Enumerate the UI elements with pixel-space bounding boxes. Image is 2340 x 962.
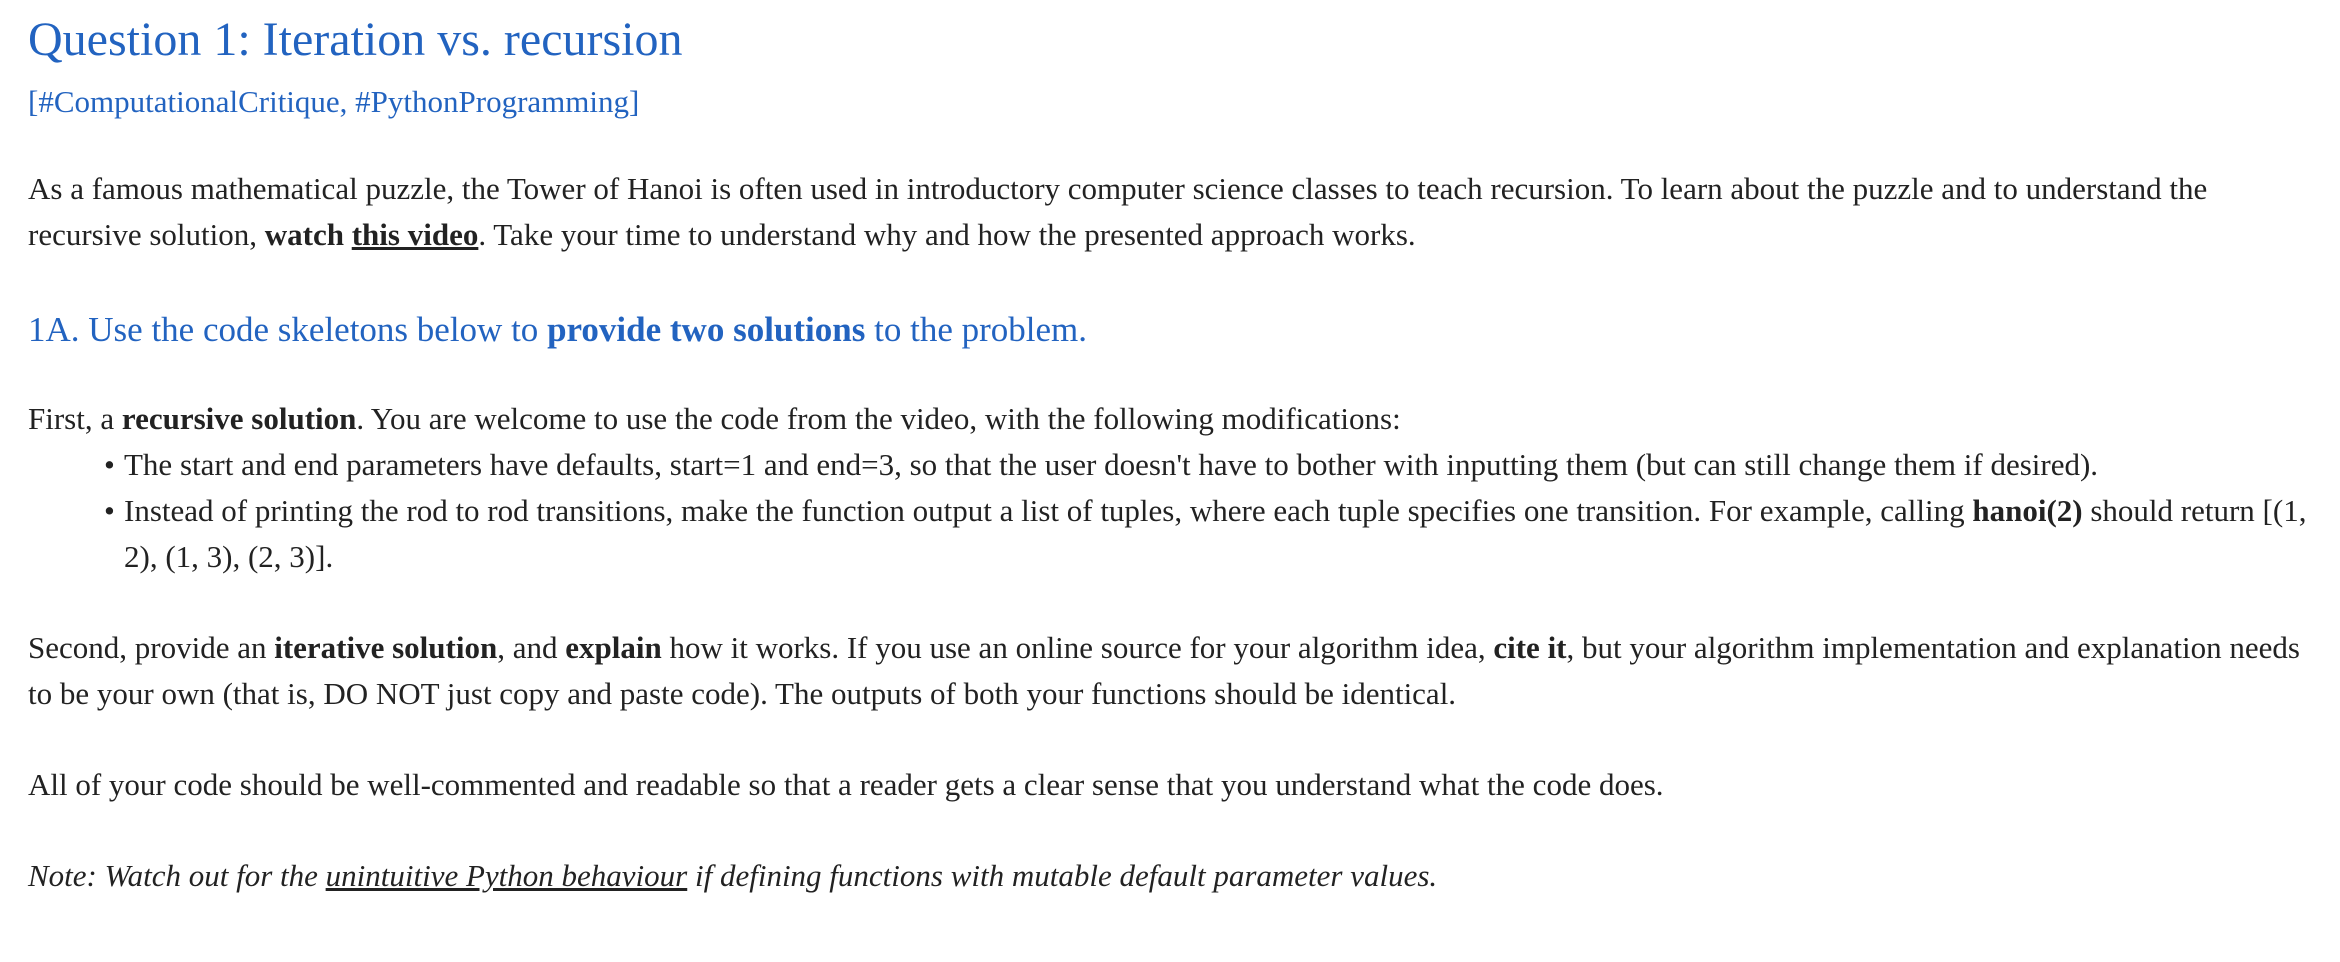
section-heading-1a: [28, 306, 2312, 354]
first-paragraph: [28, 396, 2312, 442]
second-paragraph: [28, 625, 2312, 717]
first-text-2: . You are welcome to use the code from the video, with the following modifications:: [356, 401, 1401, 436]
this-video-link[interactable]: this video: [351, 217, 479, 252]
subheading-text-1: 1A. Use the code skeletons below to: [28, 310, 548, 349]
intro-paragraph: [28, 166, 2312, 258]
page-title: Question 1: Iteration vs. recursion: [28, 13, 683, 66]
first-bold: recursive solution: [121, 401, 357, 436]
second-bold-2: explain: [565, 630, 662, 665]
note-text-2: if defining functions with mutable default parameter values.: [687, 858, 1438, 893]
list-item: [104, 488, 2312, 580]
subheading-bold: provide two solutions: [547, 310, 866, 349]
bullet-2-text-1: Instead of printing the rod to rod transitions, make the function output a list of tuples, where each tuple specifies one transition. For example, calling: [124, 493, 1973, 528]
second-text-3: how it works. If you use an online source for your algorithm idea,: [661, 630, 1494, 665]
bullet-icon: •: [104, 493, 115, 528]
intro-text-2: . Take your time to understand why and how the presented approach works.: [478, 217, 1416, 252]
list-item: [104, 442, 2312, 488]
unintuitive-behaviour-link[interactable]: unintuitive Python behaviour: [325, 858, 688, 893]
second-text-1: Second, provide an: [28, 630, 275, 665]
code-quality-paragraph: All of your code should be well-commented and readable so that a reader gets a clear sense that you understand what the code does.: [28, 767, 1664, 802]
first-text-1: First, a: [28, 401, 122, 436]
bullet-2-bold: hanoi(2): [1972, 493, 2083, 528]
bullet-1-text: The start and end parameters have defaults, start=1 and end=3, so that the user doesn't have to bother with inputting them (but can still change them if desired).: [124, 447, 2099, 482]
subheading-text-2: to the problem.: [865, 310, 1087, 349]
intro-text-1: As a famous mathematical puzzle, the Tower of Hanoi is often used in introductory computer science classes to teach recursion. To learn about the puzzle and to understand the recursive solution,: [28, 171, 2208, 252]
bullet-icon: •: [104, 447, 115, 482]
second-bold-1: iterative solution: [274, 630, 498, 665]
note-paragraph: [28, 853, 2312, 899]
modifications-list: [28, 442, 2312, 580]
intro-bold-watch: watch: [264, 217, 344, 252]
second-text-2: , and: [497, 630, 566, 665]
second-bold-3: cite it: [1493, 630, 1567, 665]
intro-space: [344, 217, 352, 252]
second-text-4: , but your algorithm implementation and explanation needs to be your own (that is, DO NOT just copy and paste code). The outputs of both your functions should be identical.: [28, 630, 2300, 711]
note-text-1: Note: Watch out for the: [28, 858, 326, 893]
bullet-2-text-2: should return [(1, 2), (1, 3), (2, 3)].: [124, 493, 2307, 574]
hashtags: [#ComputationalCritique, #PythonProgramming]: [28, 84, 640, 119]
